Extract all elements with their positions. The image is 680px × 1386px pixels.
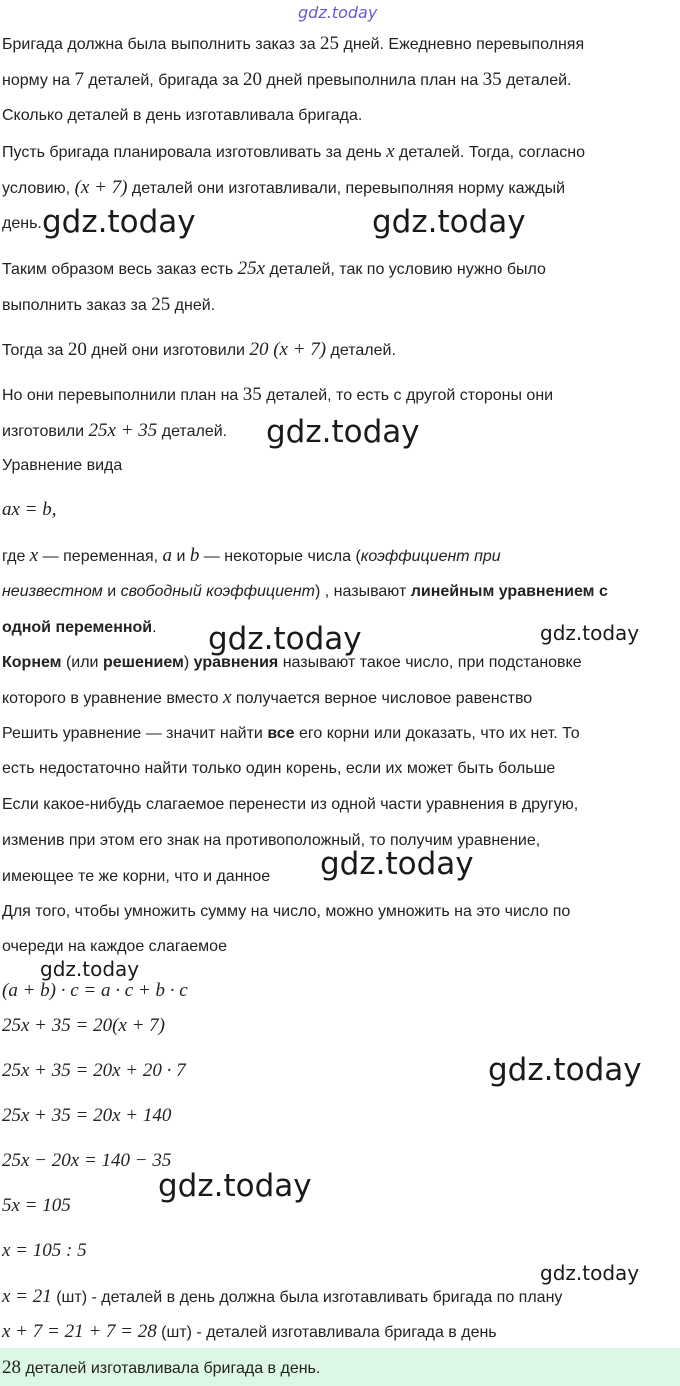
watermark: gdz.today	[540, 1261, 640, 1285]
result-actual: x + 7 = 21 + 7 = 28 (шт) - деталей изготавливала бригада в день	[2, 1321, 497, 1342]
theory-line: одной переменной.	[2, 619, 157, 636]
solution-line: выполнить заказ за 25 дней.	[2, 294, 216, 315]
theory-line: имеющее те же корни, что и данное	[2, 868, 271, 885]
theory-line: Корнем (или решением) уравнения называют такое число, при подстановке	[2, 654, 582, 671]
theory-line: Если какое-нибудь слагаемое перенести из одной части уравнения в другую,	[2, 796, 579, 813]
watermark: gdz.today	[42, 204, 196, 240]
watermark: gdz.today	[266, 414, 420, 450]
formula-distributive: (a + b) · c = a · c + b · c	[2, 980, 188, 1001]
solution-line: Тогда за 20 дней они изготовили 20 (x + 7) деталей.	[2, 339, 396, 360]
theory-line: Для того, чтобы умножить сумму на число, можно умножить на это число по	[2, 903, 571, 920]
result-plan: x = 21 (шт) - деталей в день должна была изготавливать бригада по плану	[2, 1286, 563, 1307]
problem-line-2: норму на 7 деталей, бригада за 20 дней превыполнила план на 35 деталей.	[2, 69, 572, 90]
equation-step: 25x + 35 = 20x + 20 · 7	[2, 1060, 186, 1081]
theory-line: Решить уравнение — значит найти все его корни или доказать, что их нет. То	[2, 725, 580, 742]
formula-ax-b: ax = b,	[2, 499, 57, 520]
watermark: gdz.today	[372, 204, 526, 240]
solution-line: Таким образом весь заказ есть 25x деталей, так по условию нужно было	[2, 258, 546, 279]
watermark: gdz.today	[320, 846, 474, 882]
equation-step: 5x = 105	[2, 1195, 71, 1216]
theory-line: очереди на каждое слагаемое	[2, 938, 227, 955]
theory-line: Уравнение вида	[2, 457, 123, 474]
equation-step: 25x − 20x = 140 − 35	[2, 1150, 172, 1171]
equation-step: x = 105 : 5	[2, 1240, 87, 1261]
solution-line: изготовили 25x + 35 деталей.	[2, 420, 228, 441]
theory-line: неизвестном и свободный коэффициент) , называют линейным уравнением с	[2, 583, 608, 600]
solution-line: день.	[2, 215, 42, 232]
equation-step: 25x + 35 = 20(x + 7)	[2, 1015, 165, 1036]
theory-line: которого в уравнение вместо x получается верное числовое равенство	[2, 687, 533, 708]
watermark: gdz.today	[208, 621, 362, 657]
solution-line: Пусть бригада планировала изготовливать за день x деталей. Тогда, согласно	[2, 141, 586, 162]
answer-text: 28 деталей изготавливала бригада в день.	[2, 1357, 321, 1378]
solution-line: Но они перевыполнили план на 35 деталей, то есть с другой стороны они	[2, 384, 554, 405]
theory-line: есть недостаточно найти только один корень, если их может быть больше	[2, 760, 556, 777]
solution-line: условию, (x + 7) деталей они изготавливали, перевыполняя норму каждый	[2, 177, 566, 198]
watermark: gdz.today	[488, 1052, 642, 1088]
theory-line: где x — переменная, a и b — некоторые числа (коэффициент при	[2, 545, 501, 566]
problem-line-3: Сколько деталей в день изготавливала бригада.	[2, 107, 363, 124]
theory-line: изменив при этом его знак на противоположный, то получим уравнение,	[2, 832, 541, 849]
problem-line-1: Бригада должна была выполнить заказ за 25 дней. Ежедневно перевыполняя	[2, 33, 585, 54]
watermark: gdz.today	[158, 1168, 312, 1204]
watermark-top: gdz.today	[298, 3, 378, 22]
watermark: gdz.today	[540, 621, 640, 645]
equation-step: 25x + 35 = 20x + 140	[2, 1105, 172, 1126]
watermark: gdz.today	[40, 957, 140, 981]
